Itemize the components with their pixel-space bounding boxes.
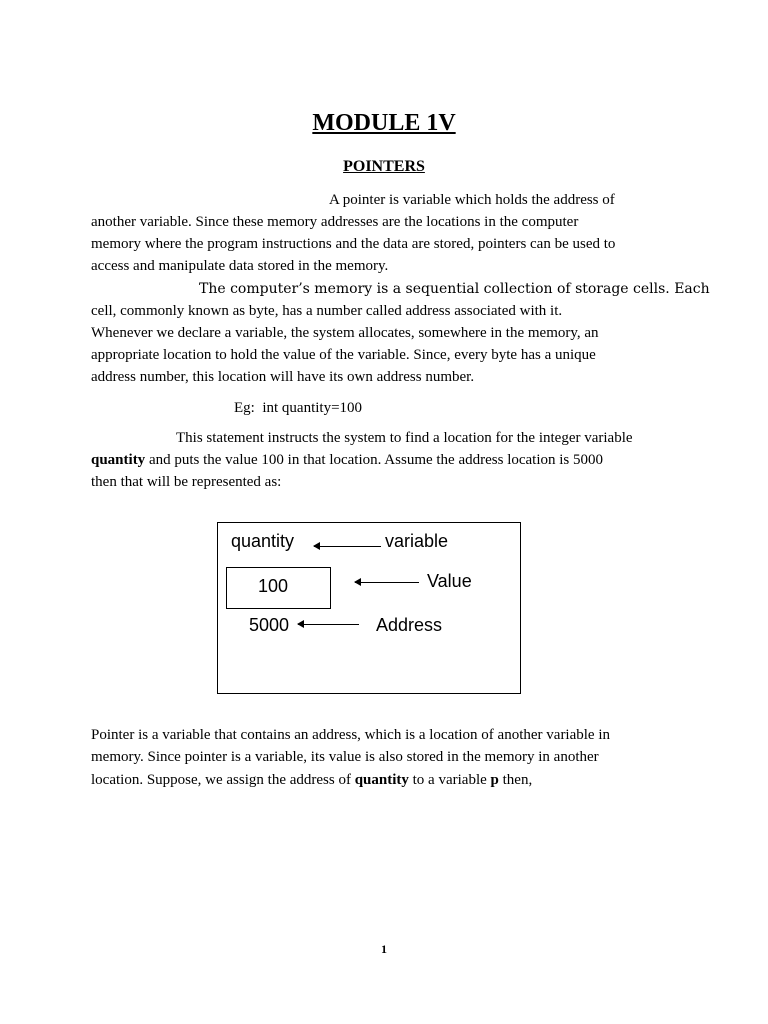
para1-line2: another variable. Since these memory addresses are the locations in the computer <box>91 214 579 230</box>
para2-line3: Whenever we declare a variable, the system allocates, somewhere in the memory, an <box>91 325 599 341</box>
section-heading: POINTERS <box>343 158 425 175</box>
para4-line1: Pointer is a variable that contains an address, which is a location of another variable in <box>91 727 611 743</box>
para3-line2-text: and puts the value 100 in that location. Assume the address location is 5000 <box>145 452 604 468</box>
diagram-variable-name: quantity <box>231 531 295 551</box>
para2-line5: address number, this location will have its own address number. <box>91 369 475 385</box>
para1-line3: memory where the program instructions and the data are stored, pointers can be used to <box>91 236 616 252</box>
left-arrow-icon <box>298 624 359 625</box>
diagram-address-label: Address <box>376 615 443 635</box>
diagram-address: 5000 <box>249 615 290 635</box>
memory-diagram <box>217 522 521 694</box>
para4-line3 <box>91 770 532 790</box>
para3-line3: then that will be represented as: <box>91 474 282 490</box>
keyword-p: p <box>490 772 499 788</box>
keyword-quantity: quantity <box>91 452 146 468</box>
code-example: Eg: int quantity=100 <box>234 400 363 416</box>
para3-line2 <box>91 450 603 470</box>
page-title: MODULE 1V <box>312 110 456 136</box>
diagram-value: 100 <box>258 576 289 596</box>
value-cell <box>226 567 331 609</box>
para2-line4: appropriate location to hold the value of the variable. Since, every byte has a unique <box>91 347 596 363</box>
para1-line4: access and manipulate data stored in the memory. <box>91 258 389 274</box>
para2-line2: cell, commonly known as byte, has a number called address associated with it. <box>91 303 563 319</box>
left-arrow-icon <box>314 546 381 547</box>
para4-line3-text-a: location. Suppose, we assign the address of <box>91 772 355 788</box>
para1-line1: A pointer is variable which holds the address of <box>329 192 615 208</box>
diagram-value-label: Value <box>427 571 472 591</box>
left-arrow-icon <box>355 582 419 583</box>
keyword-quantity: quantity <box>354 772 409 788</box>
para2-line1: The computer’s memory is a sequential collection of storage cells. Each <box>199 281 710 297</box>
diagram-variable-label: variable <box>385 531 449 551</box>
para3-line1: This statement instructs the system to find a location for the integer variable <box>176 430 633 446</box>
page-number: 1 <box>381 942 387 956</box>
para4-line2: memory. Since pointer is a variable, its value is also stored in the memory in another <box>91 749 599 765</box>
para4-line3-text-b: to a variable <box>408 772 491 788</box>
para4-line3-text-c: then, <box>498 772 533 788</box>
